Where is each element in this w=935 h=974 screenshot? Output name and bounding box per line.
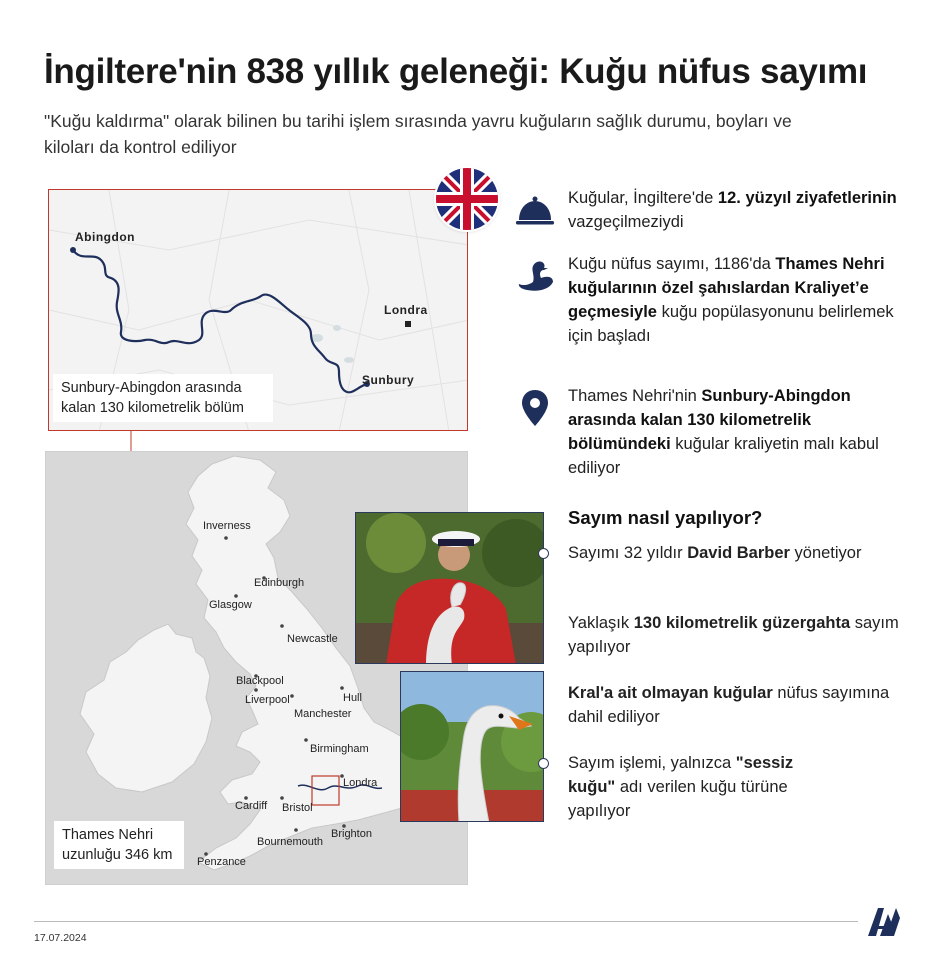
step-2-highlight: 130 kilometrelik güzergahta	[633, 614, 851, 632]
length-note-line1: Thames Nehri	[62, 827, 154, 843]
step-1-text-b: yönetiyor	[789, 544, 862, 562]
publish-date: 17.07.2024	[34, 932, 87, 944]
city-inverness: Inverness	[203, 520, 251, 532]
thames-length-note	[54, 821, 184, 869]
city-birmingham: Birmingham	[310, 743, 369, 755]
step-3-text-b: nüfus sayımına dahil ediliyor	[568, 684, 890, 726]
city-blackpool: Blackpool	[236, 675, 284, 687]
label-sunbury: Sunbury	[362, 373, 415, 387]
city-hull: Hull	[343, 692, 362, 704]
step-1-text-a: Sayımı 32 yıldır	[568, 544, 688, 562]
thames-note-line1: Sunbury-Abingdon arasında	[61, 380, 242, 396]
fact-ownership-highlight: Sunbury-Abingdon arasında kalan 130 kilometrelik bölümündeki	[568, 387, 851, 453]
how-section-title: Sayım nasıl yapılıyor?	[568, 507, 763, 528]
city-liverpool: Liverpool	[245, 694, 290, 706]
fact-ownership	[568, 384, 898, 480]
page-title: İngiltere'nin 838 yıllık geleneği: Kuğu nüfus sayımı	[44, 52, 868, 91]
city-edinburgh: Edinburgh	[254, 577, 305, 589]
step-4-text-a: Sayım işlemi, yalnızca	[568, 754, 736, 772]
step-4-highlight: "sessiz kuğu"	[568, 754, 794, 796]
city-cardiff: Cardiff	[235, 800, 268, 812]
fact-feasts-text-b: vazgeçilmeziydi	[568, 213, 684, 231]
step-1-highlight: David Barber	[687, 544, 790, 562]
ireland-landmass	[80, 624, 212, 792]
step-2	[568, 611, 908, 659]
length-note-line2: uzunluğu 346 km	[62, 847, 173, 863]
step-2-text-a: Yaklaşık	[568, 614, 634, 632]
city-bristol: Bristol	[282, 802, 313, 814]
fact-history	[568, 252, 898, 348]
mute-swan-photo	[400, 671, 544, 822]
step-3	[568, 681, 908, 729]
fact-feasts-highlight: 12. yüzyıl ziyafetlerinin	[717, 189, 897, 207]
city-manchester: Manchester	[294, 708, 352, 720]
page-subtitle: "Kuğu kaldırma" olarak bilinen bu tarihi işlem sırasında yavru kuğuların sağlık durumu, boyları ve kiloları da kontrol ediliyor	[44, 111, 792, 157]
fact-ownership-text-b: kuğular kraliyetin malı kabul ediliyor	[568, 435, 879, 477]
step-3-highlight: Kral'a ait olmayan kuğular	[568, 684, 773, 702]
step-1	[568, 541, 908, 565]
step-marker-2	[538, 758, 549, 769]
aa-agency-logo	[866, 904, 902, 938]
fact-history-text-a: Kuğu nüfus sayımı, 1186'da	[568, 255, 776, 273]
city-glasgow: Glasgow	[209, 599, 252, 611]
city-londra: Londra	[343, 777, 378, 789]
fact-history-text-b: kuğu popülasyonunu belirlemek için başladı	[568, 303, 894, 345]
thames-note-line2: kalan 130 kilometrelik bölüm	[61, 400, 244, 416]
footer-divider	[34, 921, 858, 922]
swan-icon	[513, 254, 557, 298]
step-2-text-b: sayım yapılıyor	[568, 614, 899, 656]
location-pin-icon	[513, 386, 557, 430]
step-4	[568, 751, 808, 823]
swan-marker-photo	[355, 512, 544, 664]
step-4-text-b: adı verilen kuğu türüne yapılıyor	[568, 778, 788, 820]
city-bournemouth: Bournemouth	[257, 836, 324, 848]
fact-feasts-text-a: Kuğular, İngiltere'de	[568, 189, 718, 207]
fact-feasts	[568, 186, 898, 234]
label-abingdon: Abingdon	[75, 230, 135, 244]
fact-history-highlight: Thames Nehri kuğularının özel şahıslardan Kraliyet’e geçmesiyle	[568, 255, 885, 321]
city-newcastle: Newcastle	[287, 633, 338, 645]
uk-flag-icon	[436, 168, 498, 230]
cloche-icon	[513, 190, 557, 234]
fact-ownership-text-a: Thames Nehri'nin	[568, 387, 702, 405]
label-londra: Londra	[384, 303, 428, 317]
city-penzance: Penzance	[197, 856, 246, 868]
step-marker-1	[538, 548, 549, 559]
city-brighton: Brighton	[331, 828, 372, 840]
